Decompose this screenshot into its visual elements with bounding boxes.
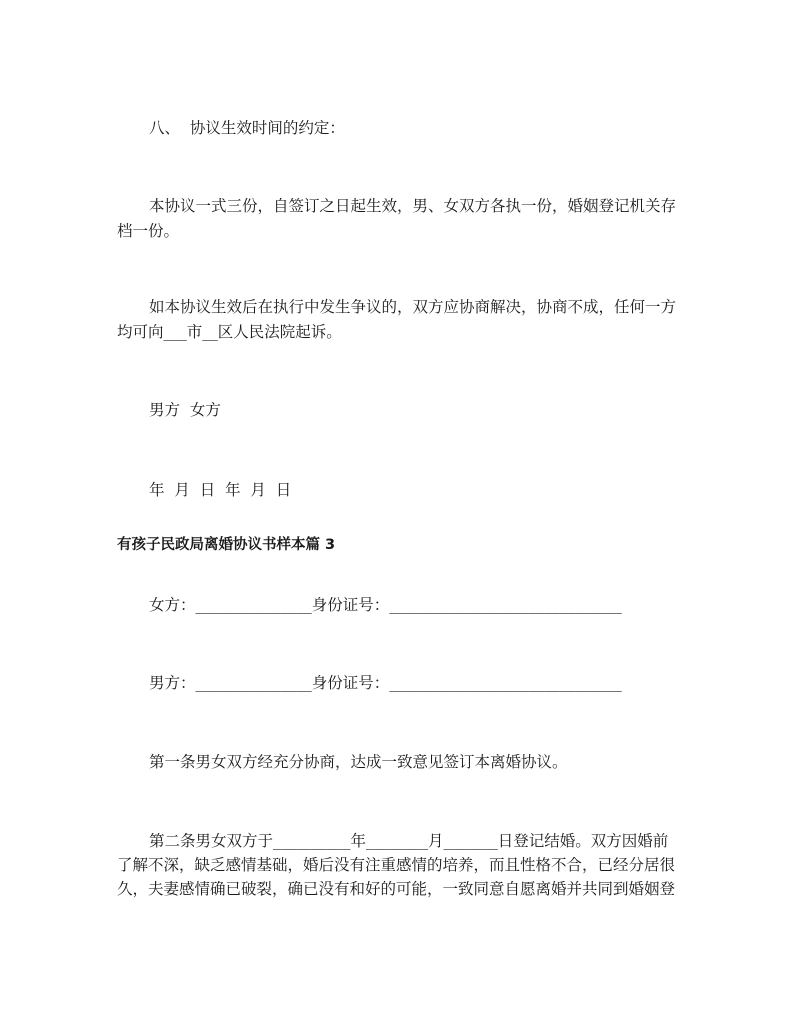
- copies-clause-line-1: 本协议一式三份，自签订之日起生效，男、女双方各执一份，婚姻登记机关存: [149, 197, 677, 215]
- dispute-clause-line-2: 均可向___市__区人民法院起诉。: [117, 323, 342, 341]
- dispute-clause-line-1: 如本协议生效后在执行中发生争议的，双方应协商解决，协商不成，任何一方: [149, 298, 677, 316]
- male-party-line: 男方：_______________身份证号：______________________________: [149, 674, 622, 692]
- female-party-line: 女方：_______________身份证号：______________________________: [149, 596, 622, 614]
- copies-clause-line-2: 档一份。: [117, 222, 180, 240]
- article-2-line-1: 第二条男女双方于__________年________月_______日登记结婚。双方因婚前: [149, 832, 669, 850]
- sample3-title: 有孩子民政局离婚协议书样本篇 3: [117, 537, 336, 553]
- date-line: 年 月 日 年 月 日: [149, 481, 292, 499]
- article-2-line-3: 久，夫妻感情确已破裂，确已没有和好的可能，一致同意自愿离婚并共同到婚姻登: [117, 880, 676, 898]
- signature-line: 男方 女方: [149, 401, 221, 419]
- article-2-line-2: 了解不深，缺乏感情基础，婚后没有注重感情的培养，而且性格不合，已经分居很: [117, 856, 676, 874]
- article-1: 第一条男女双方经充分协商，达成一致意见签订本离婚协议。: [149, 753, 568, 771]
- section8-heading: 八、 协议生效时间的约定：: [149, 119, 345, 137]
